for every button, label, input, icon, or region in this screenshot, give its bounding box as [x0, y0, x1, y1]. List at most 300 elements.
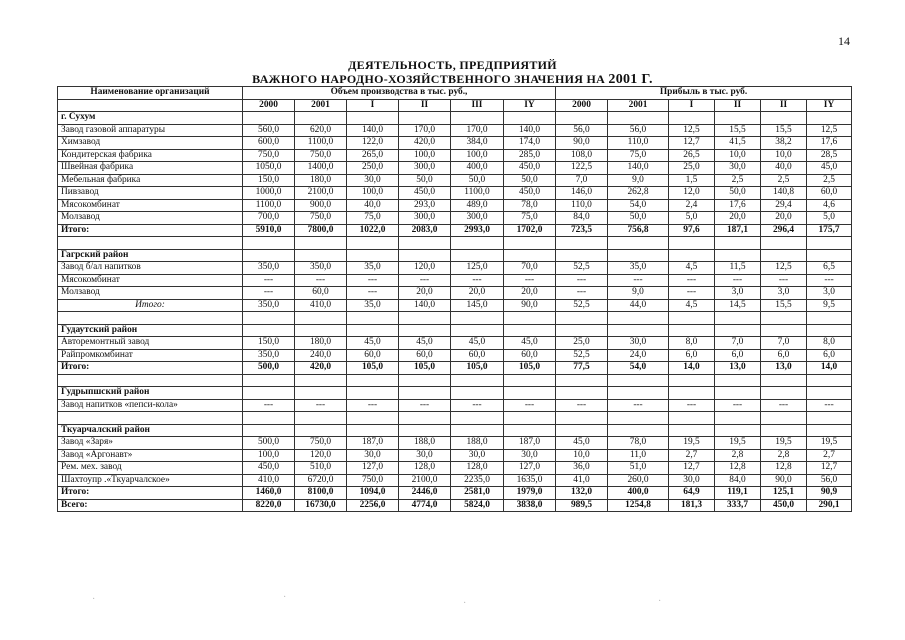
row-label: Молзавод — [58, 287, 243, 300]
profit-cell: 19,5 — [807, 437, 852, 450]
volume-cell: 700,0 — [243, 212, 295, 225]
volume-cell: 2581,0 — [451, 487, 504, 500]
profit-cell: 12,7 — [669, 462, 715, 475]
volume-cell: 100,0 — [451, 149, 504, 162]
profit-cell: 290,1 — [807, 499, 852, 512]
table-row — [58, 262, 852, 275]
profit-cell: 10,0 — [761, 149, 807, 162]
profit-cell: 84,0 — [556, 212, 608, 225]
row-label: Мясокомбинат — [58, 199, 243, 212]
profit-cell — [556, 312, 608, 325]
volume-cell: 350,0 — [243, 299, 295, 312]
profit-cell: 146,0 — [556, 187, 608, 200]
volume-cell: 265,0 — [347, 149, 399, 162]
volume-cell: 750,0 — [347, 474, 399, 487]
profit-cell: 6,0 — [761, 349, 807, 362]
volume-cell: 2256,0 — [347, 499, 399, 512]
row-label: Гудаутский район — [58, 324, 243, 337]
volume-cell: 188,0 — [451, 437, 504, 450]
profit-cell: 15,5 — [715, 124, 761, 137]
row-label: Шахтоупр .«Ткуарчалское» — [58, 474, 243, 487]
profit-cell: 29,4 — [761, 199, 807, 212]
row-label: Итого: — [58, 487, 243, 500]
profit-cell — [669, 249, 715, 262]
volume-cell: 20,0 — [504, 287, 556, 300]
profit-cell: 132,0 — [556, 487, 608, 500]
total-row — [58, 487, 852, 500]
table-row — [58, 474, 852, 487]
profit-cell — [761, 237, 807, 250]
profit-cell: 54,0 — [608, 199, 669, 212]
volume-cell: 128,0 — [451, 462, 504, 475]
profit-cell: 122,5 — [556, 162, 608, 175]
table-row — [58, 437, 852, 450]
row-label: Кондитерская фабрика — [58, 149, 243, 162]
volume-cell — [451, 249, 504, 262]
volume-cell: 510,0 — [295, 462, 347, 475]
volume-cell: 174,0 — [504, 137, 556, 150]
header-name-column: Наименование организаций — [58, 87, 243, 100]
table-row — [58, 212, 852, 225]
profit-cell: 25,0 — [669, 162, 715, 175]
volume-cell: 30,0 — [504, 449, 556, 462]
profit-cell — [608, 412, 669, 425]
row-label: Завод б/ал напитков — [58, 262, 243, 275]
volume-cell: 30,0 — [451, 449, 504, 462]
volume-cell: 188,0 — [399, 437, 451, 450]
header-profit-period: I — [669, 99, 715, 112]
volume-cell — [504, 412, 556, 425]
profit-cell — [807, 324, 852, 337]
profit-cell — [761, 412, 807, 425]
volume-cell — [243, 412, 295, 425]
header-volume-period: 2000 — [243, 99, 295, 112]
volume-cell: 45,0 — [451, 337, 504, 350]
volume-cell: 187,0 — [347, 437, 399, 450]
volume-cell: 750,0 — [295, 149, 347, 162]
volume-cell: --- — [347, 287, 399, 300]
profit-cell: 2,5 — [715, 174, 761, 187]
profit-cell: 4,6 — [807, 199, 852, 212]
profit-cell — [807, 312, 852, 325]
profit-cell: 77,5 — [556, 362, 608, 375]
profit-cell: 110,0 — [556, 199, 608, 212]
volume-cell — [451, 412, 504, 425]
volume-cell — [347, 412, 399, 425]
profit-cell: 989,5 — [556, 499, 608, 512]
table-row — [58, 449, 852, 462]
volume-cell: 293,0 — [399, 199, 451, 212]
volume-cell: 100,0 — [243, 449, 295, 462]
volume-cell: 128,0 — [399, 462, 451, 475]
profit-cell — [669, 237, 715, 250]
volume-cell: 170,0 — [399, 124, 451, 137]
profit-cell — [556, 387, 608, 400]
volume-cell — [347, 374, 399, 387]
volume-cell: 1022,0 — [347, 224, 399, 237]
volume-cell: 350,0 — [243, 349, 295, 362]
profit-cell: 756,8 — [608, 224, 669, 237]
profit-cell: 262,8 — [608, 187, 669, 200]
volume-cell: 127,0 — [504, 462, 556, 475]
profit-cell — [715, 387, 761, 400]
table-row — [58, 274, 852, 287]
profit-cell: 36,0 — [556, 462, 608, 475]
volume-cell — [399, 412, 451, 425]
volume-cell: 250,0 — [347, 162, 399, 175]
volume-cell: 2083,0 — [399, 224, 451, 237]
volume-cell: 450,0 — [504, 187, 556, 200]
profit-cell: 9,0 — [608, 287, 669, 300]
table-row — [58, 174, 852, 187]
profit-cell: 12,5 — [761, 262, 807, 275]
profit-cell: --- — [608, 399, 669, 412]
volume-cell: 170,0 — [451, 124, 504, 137]
volume-cell — [504, 249, 556, 262]
volume-cell: 50,0 — [399, 174, 451, 187]
row-label: Итого: — [58, 299, 243, 312]
table-row — [58, 399, 852, 412]
volume-cell: 1050,0 — [243, 162, 295, 175]
profit-cell: 12,7 — [669, 137, 715, 150]
volume-cell: 2100,0 — [399, 474, 451, 487]
profit-cell: 78,0 — [608, 437, 669, 450]
profit-cell: 64,9 — [669, 487, 715, 500]
volume-cell: 35,0 — [347, 262, 399, 275]
profit-cell — [608, 374, 669, 387]
profit-cell: 45,0 — [556, 437, 608, 450]
profit-cell: 10,0 — [715, 149, 761, 162]
row-label — [58, 374, 243, 387]
volume-cell — [347, 312, 399, 325]
profit-cell: 56,0 — [608, 124, 669, 137]
volume-cell: 420,0 — [399, 137, 451, 150]
volume-cell — [399, 312, 451, 325]
profit-cell: 9,5 — [807, 299, 852, 312]
blank-row — [58, 374, 852, 387]
volume-cell: --- — [504, 274, 556, 287]
volume-cell: --- — [451, 399, 504, 412]
profit-cell — [761, 112, 807, 125]
profit-cell — [715, 324, 761, 337]
total-row — [58, 499, 852, 512]
profit-cell — [556, 112, 608, 125]
volume-cell: 300,0 — [451, 212, 504, 225]
volume-cell: 1635,0 — [504, 474, 556, 487]
volume-cell — [347, 112, 399, 125]
header-profit-group: Прибыль в тыс. руб. — [556, 87, 852, 100]
volume-cell — [295, 412, 347, 425]
header-row-periods — [58, 99, 852, 112]
volume-cell — [399, 324, 451, 337]
volume-cell: 500,0 — [243, 362, 295, 375]
profit-cell: 2,7 — [807, 449, 852, 462]
profit-cell: 140,0 — [608, 162, 669, 175]
volume-cell: 410,0 — [295, 299, 347, 312]
profit-cell: 181,3 — [669, 499, 715, 512]
profit-cell: 14,0 — [807, 362, 852, 375]
volume-cell: --- — [347, 399, 399, 412]
profit-cell: 15,5 — [761, 124, 807, 137]
volume-cell: 45,0 — [347, 337, 399, 350]
volume-cell: 180,0 — [295, 337, 347, 350]
volume-cell — [399, 424, 451, 437]
table-row — [58, 199, 852, 212]
volume-cell: 60,0 — [347, 349, 399, 362]
profit-cell — [761, 374, 807, 387]
volume-cell: --- — [295, 399, 347, 412]
volume-cell: 100,0 — [347, 187, 399, 200]
profit-cell — [807, 412, 852, 425]
volume-cell — [243, 112, 295, 125]
row-label: Рем. мех. завод — [58, 462, 243, 475]
section-row — [58, 249, 852, 262]
row-label: Гагрский район — [58, 249, 243, 262]
profit-cell: 97,6 — [669, 224, 715, 237]
profit-cell — [715, 112, 761, 125]
volume-cell — [295, 387, 347, 400]
header-profit-period: 2001 — [608, 99, 669, 112]
profit-cell: --- — [761, 274, 807, 287]
profit-cell — [761, 249, 807, 262]
volume-cell: 600,0 — [243, 137, 295, 150]
volume-cell — [243, 324, 295, 337]
profit-cell — [715, 237, 761, 250]
profit-cell: 24,0 — [608, 349, 669, 362]
row-label: Завод «Заря» — [58, 437, 243, 450]
page-number: 14 — [838, 34, 850, 48]
volume-cell: 187,0 — [504, 437, 556, 450]
profit-cell: 60,0 — [807, 187, 852, 200]
volume-cell: --- — [399, 399, 451, 412]
volume-cell — [451, 312, 504, 325]
profit-cell: 12,8 — [761, 462, 807, 475]
volume-cell: 105,0 — [504, 362, 556, 375]
profit-cell: 2,8 — [715, 449, 761, 462]
row-label: Молзавод — [58, 212, 243, 225]
profit-cell: 6,0 — [715, 349, 761, 362]
profit-cell — [669, 374, 715, 387]
volume-cell: 489,0 — [451, 199, 504, 212]
profit-cell: 15,5 — [761, 299, 807, 312]
profit-cell: 11,5 — [715, 262, 761, 275]
profit-cell: --- — [807, 274, 852, 287]
volume-cell — [504, 424, 556, 437]
profit-cell: 12,5 — [807, 124, 852, 137]
profit-cell: 44,0 — [608, 299, 669, 312]
volume-cell: 2100,0 — [295, 187, 347, 200]
volume-cell: 750,0 — [295, 437, 347, 450]
profit-cell: 3,0 — [761, 287, 807, 300]
profit-cell — [669, 312, 715, 325]
profit-cell: 108,0 — [556, 149, 608, 162]
volume-cell: 75,0 — [347, 212, 399, 225]
profit-cell — [608, 312, 669, 325]
table-row — [58, 124, 852, 137]
profit-cell: 5,0 — [807, 212, 852, 225]
volume-cell — [295, 237, 347, 250]
profit-cell: 19,5 — [669, 437, 715, 450]
profit-cell: 2,5 — [761, 174, 807, 187]
profit-cell: 30,0 — [608, 337, 669, 350]
volume-cell: 60,0 — [399, 349, 451, 362]
volume-cell — [347, 324, 399, 337]
volume-cell: 140,0 — [347, 124, 399, 137]
row-label: Ткуарчалский район — [58, 424, 243, 437]
table-row — [58, 137, 852, 150]
volume-cell — [451, 387, 504, 400]
profit-cell: 125,1 — [761, 487, 807, 500]
volume-cell: 560,0 — [243, 124, 295, 137]
profit-cell: 52,5 — [556, 349, 608, 362]
profit-cell: 1,5 — [669, 174, 715, 187]
row-label: Пивзавод — [58, 187, 243, 200]
volume-cell: 1400,0 — [295, 162, 347, 175]
volume-cell: 90,0 — [504, 299, 556, 312]
volume-cell: 285,0 — [504, 149, 556, 162]
profit-cell: 50,0 — [715, 187, 761, 200]
header-volume-period: II — [399, 99, 451, 112]
profit-cell: 333,7 — [715, 499, 761, 512]
profit-cell: 30,0 — [715, 162, 761, 175]
volume-cell: 7800,0 — [295, 224, 347, 237]
profit-cell: 3,0 — [807, 287, 852, 300]
table-row — [58, 349, 852, 362]
volume-cell — [295, 374, 347, 387]
profit-cell: 14,5 — [715, 299, 761, 312]
volume-cell — [399, 112, 451, 125]
profit-cell — [669, 387, 715, 400]
volume-cell: 4774,0 — [399, 499, 451, 512]
row-label — [58, 412, 243, 425]
volume-cell: 300,0 — [399, 212, 451, 225]
profit-cell: 11,0 — [608, 449, 669, 462]
profit-cell: 1254,8 — [608, 499, 669, 512]
volume-cell: 750,0 — [295, 212, 347, 225]
profit-cell — [556, 324, 608, 337]
profit-cell: 8,0 — [669, 337, 715, 350]
volume-cell — [243, 387, 295, 400]
volume-cell — [243, 237, 295, 250]
scan-speck: · — [463, 598, 467, 609]
volume-cell: 350,0 — [243, 262, 295, 275]
profit-cell: --- — [761, 399, 807, 412]
section-row — [58, 112, 852, 125]
volume-cell — [295, 324, 347, 337]
volume-cell — [451, 112, 504, 125]
profit-cell — [715, 412, 761, 425]
profit-cell — [608, 324, 669, 337]
row-label: Химзавод — [58, 137, 243, 150]
profit-cell — [556, 237, 608, 250]
header-row-groups — [58, 87, 852, 100]
profit-cell — [807, 387, 852, 400]
volume-cell — [347, 249, 399, 262]
volume-cell: 240,0 — [295, 349, 347, 362]
volume-cell: 105,0 — [347, 362, 399, 375]
profit-cell: 52,5 — [556, 299, 608, 312]
profit-cell: 2,8 — [761, 449, 807, 462]
profit-cell — [669, 424, 715, 437]
volume-cell: --- — [504, 399, 556, 412]
profit-cell: 14,0 — [669, 362, 715, 375]
profit-cell: 7,0 — [556, 174, 608, 187]
volume-cell: 1702,0 — [504, 224, 556, 237]
profit-cell: 110,0 — [608, 137, 669, 150]
profit-cell: --- — [669, 274, 715, 287]
profit-cell: 175,7 — [807, 224, 852, 237]
profit-cell — [669, 324, 715, 337]
profit-cell: 4,5 — [669, 262, 715, 275]
total-row — [58, 362, 852, 375]
table-row — [58, 337, 852, 350]
volume-cell: 100,0 — [399, 149, 451, 162]
profit-cell: 54,0 — [608, 362, 669, 375]
header-empty-cell — [58, 99, 243, 112]
section-row — [58, 324, 852, 337]
volume-cell: --- — [295, 274, 347, 287]
profit-cell — [556, 374, 608, 387]
volume-cell: 900,0 — [295, 199, 347, 212]
profit-cell — [761, 424, 807, 437]
volume-cell — [399, 387, 451, 400]
profit-cell: --- — [669, 399, 715, 412]
volume-cell: 2446,0 — [399, 487, 451, 500]
profit-cell: 3,0 — [715, 287, 761, 300]
profit-cell — [761, 324, 807, 337]
volume-cell: 8100,0 — [295, 487, 347, 500]
volume-cell: 60,0 — [451, 349, 504, 362]
scan-speck: · — [283, 592, 287, 603]
profit-cell: 6,5 — [807, 262, 852, 275]
volume-cell: 150,0 — [243, 337, 295, 350]
profit-cell — [608, 237, 669, 250]
profit-cell — [715, 374, 761, 387]
table-row — [58, 162, 852, 175]
profit-cell: --- — [556, 399, 608, 412]
volume-cell: 120,0 — [295, 449, 347, 462]
volume-cell: 500,0 — [243, 437, 295, 450]
profit-cell: 5,0 — [669, 212, 715, 225]
profit-cell: 9,0 — [608, 174, 669, 187]
table-row — [58, 187, 852, 200]
volume-cell: 400,0 — [451, 162, 504, 175]
volume-cell: 105,0 — [399, 362, 451, 375]
document-title-line1: ДЕЯТЕЛЬНОСТЬ, ПРЕДПРИЯТИЙ — [348, 58, 557, 72]
scan-speck: · — [658, 596, 662, 607]
profit-cell: 119,1 — [715, 487, 761, 500]
section-row — [58, 387, 852, 400]
row-label: Завод «Аргонавт» — [58, 449, 243, 462]
row-label: Всего: — [58, 499, 243, 512]
volume-cell — [451, 237, 504, 250]
volume-cell — [347, 424, 399, 437]
profit-cell: 12,5 — [669, 124, 715, 137]
profit-cell: 35,0 — [608, 262, 669, 275]
section-row — [58, 424, 852, 437]
volume-cell — [399, 374, 451, 387]
volume-cell: 8220,0 — [243, 499, 295, 512]
volume-cell: 750,0 — [243, 149, 295, 162]
profit-cell: 28,5 — [807, 149, 852, 162]
volume-cell: 127,0 — [347, 462, 399, 475]
profit-cell — [556, 412, 608, 425]
volume-cell: 300,0 — [399, 162, 451, 175]
profit-cell: --- — [715, 399, 761, 412]
profit-cell: 6,0 — [807, 349, 852, 362]
volume-cell: 5824,0 — [451, 499, 504, 512]
profit-cell: 2,4 — [669, 199, 715, 212]
